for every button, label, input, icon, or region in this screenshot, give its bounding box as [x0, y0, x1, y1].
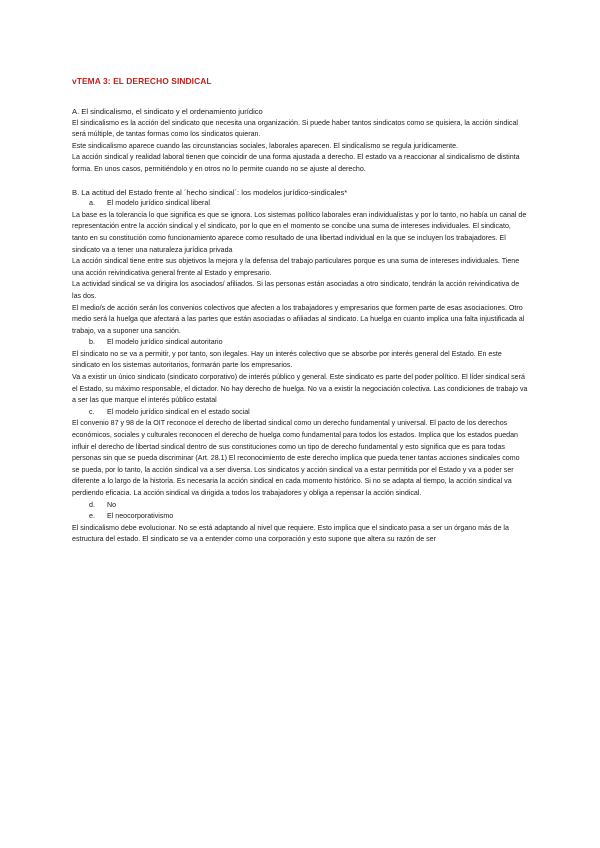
model-heading-estado-social — [72, 407, 528, 419]
list-marker: b. — [89, 338, 95, 347]
section-spacer — [72, 176, 528, 187]
list-label: El modelo jurídico sindical liberal — [107, 199, 210, 208]
section-b-heading: B. La actitud del Estado frente al ´hecho sindical´: los modelos jurídico-sindicales* — [72, 187, 348, 197]
model-paragraph: La acción sindical tiene entre sus objetivos la mejora y la defensa del trabajo particulares porque es una suma de intereses individuales. Tiene una acción reivindicativa general frente al Estado y empresario. — [72, 257, 520, 277]
list-label: El neocorporativismo — [107, 512, 174, 521]
model-heading-liberal — [72, 198, 528, 210]
model-paragraph: La base es la tolerancia lo que significa es que se ignora. Los sistemas político laborales eran individualistas y por lo tanto, no había un canal de representación entre la acción sindical y el sindicato, por lo que en el momento se concibe una suma de intereses individuales. El sindicato, tanto en su constitución como funcionamiento aparece como resultado de una libertad individual en la que se incluyen los trabajadores. El sindicato va a tener una naturaleza jurídica privada — [72, 210, 527, 254]
model-paragraph: El convenio 87 y 98 de la OIT reconoce el derecho de libertad sindical como un derecho fundamental y universal. El pacto de los derechos económicos, sociales y culturales reconocen el derecho de huelga como fundamental para todos los estados. Implica que los estados puedan influir el derecho de libertad sindical dentro de sus constituciones como un tipo de derecho fundamental y esto significa que es para todas personas sin que se pueda discriminar (Art. 28.1) El reconocimiento de este derecho implica que pueda tener tantas acciones sindicales como se pueda, por lo tanto, la acción sindical va a ser diversa. Los sindicatos y acción sindical va a estar permitida por el Estado y va a poder ser diferente a lo largo de la historia. Es necesaria la acción sindical en cada momento histórico. Si no se adapta al tiempo, la acción sindical va perdiendo eficacia. La acción sindical va dirigida a todos los trabajadores y obliga a repensar la acción sindical. — [72, 419, 520, 497]
model-paragraph: La actividad sindical se va dirigira los asociados/ afiliados. Si las personas están asociadas a otro sindicato, tendrán la acción reivindicativa de las dos. — [72, 280, 520, 300]
section-a-heading: A. El sindicalismo, el sindicato y el ordenamiento jurídico — [72, 107, 263, 116]
list-marker: d. — [89, 500, 95, 509]
model-paragraph: Va a existir un único sindicato (sindicato corporativo) de interés público y general. Este sindicato es parte del poder político. El líder sindical será el Estado, su máximo responsable, el dictador. No hay derecho de huelga. No va a existir la negociación colectiva. Las condiciones de trabajo va a ser las que marque el interés público estatal — [72, 373, 528, 405]
section-a-paragraph: Este sindicalismo aparece cuando las circunstancias sociales, laborales aparecen. El sindicalismo se regula jurídicamente. — [72, 141, 459, 150]
list-label: El modelo jurídico sindical en el estado social — [107, 407, 250, 416]
section-a-paragraph: La acción sindical y realidad laboral tienen que coincidir de una forma ajustada a derecho. El estado va a reaccionar al sindicalismo de distinta forma. En unos casos, permitiéndolo y en otros no lo permite cuando no se ajuste al derecho. — [72, 153, 520, 173]
model-paragraph: El medio/s de acción serán los convenios colectivos que afecten a los trabajadores y empresarios que formen parte de esas asociaciones. Otro medio será la huelga que afectará a las partes que están asociadas o afiliadas al sindicato. La huelga en cuanto implica una falta injustificada al trabajo, va a suponer una sanción. — [72, 303, 525, 335]
model-heading-autoritario — [72, 337, 528, 349]
model-heading-no — [72, 500, 528, 512]
model-paragraph: El sindicalismo debe evolucionar. No se está adaptando al nivel que requiere. Esto implica que el sindicato pasa a ser un órgano más de la estructura del estado. El sindicato se va a entender como una corporación y esto supone que altera su razón de ser — [72, 523, 509, 544]
model-paragraph: El sindicato no se va a permitir, y por tanto, son ilegales. Hay un interés colectivo que se absorbe por interés general del Estado. En este sindicato en los sistemas autoritarios, formarán parte los empresarios. — [72, 349, 502, 370]
section-a-paragraph: El sindicalismo es la acción del sindicato que necesita una organización. Si puede haber tantos sindicatos como se quisiera, la acción sindical será múltiple, de tantas formas como los sindicatos quieran. — [72, 118, 518, 139]
list-marker: c. — [89, 407, 95, 416]
list-label: El modelo jurídico sindical autoritario — [107, 338, 223, 347]
list-marker: a. — [89, 199, 95, 208]
document-body — [72, 76, 528, 546]
document-title: vTEMA 3: EL DERECHO SINDICAL — [72, 76, 212, 86]
model-heading-neocorporativismo — [72, 511, 528, 523]
list-label: No — [107, 500, 117, 509]
list-marker: e. — [89, 512, 95, 521]
